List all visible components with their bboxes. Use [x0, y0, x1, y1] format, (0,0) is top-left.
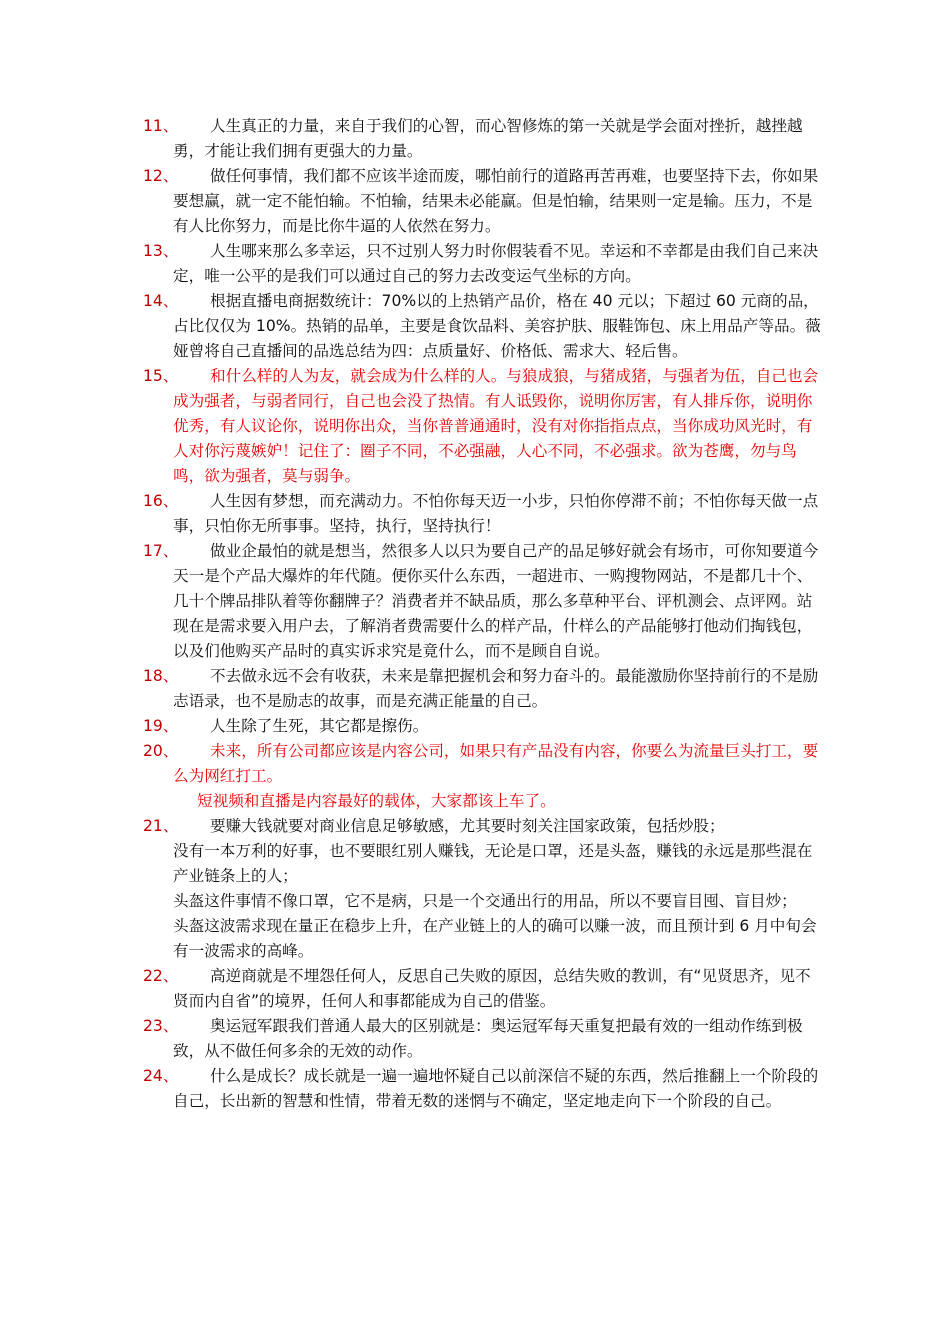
item-subparagraph: 头盔这波需求现在量正在稳步上升，在产业链上的人的确可以赚一波，而且预计到 6 月中旬会有一波需求的高峰。	[173, 917, 817, 960]
item-subparagraph: 头盔这件事情不像口罩，它不是病，只是一个交通出行的用品，所以不要盲目囤、盲目炒；	[173, 892, 797, 910]
item-number: 22、	[143, 967, 179, 985]
item-text: 要赚大钱就要对商业信息足够敏感，尤其要时刻关注国家政策，包括炒股；	[210, 817, 725, 835]
item-number: 21、	[143, 817, 179, 835]
item-number: 16、	[143, 492, 179, 510]
list-item	[143, 664, 823, 714]
item-number: 15、	[143, 367, 179, 385]
item-number: 11、	[143, 117, 179, 135]
item-text: 奥运冠军跟我们普通人最大的区别就是：奥运冠军每天重复把最有效的一组动作练到极致，从不做任何多余的无效的动作。	[173, 1017, 803, 1060]
item-text: 不去做永远不会有收获，未来是靠把握机会和努力奋斗的。最能激励你坚持前行的不是励志语录，也不是励志的故事，而是充满正能量的自己。	[173, 667, 819, 710]
list-item-highlighted	[143, 739, 823, 814]
item-text: 人生真正的力量，来自于我们的心智，而心智修炼的第一关就是学会面对挫折，越挫越勇，才能让我们拥有更强大的力量。	[173, 117, 803, 160]
list-item	[143, 239, 823, 289]
item-text: 人生因有梦想，而充满动力。不怕你每天迈一小步，只怕你停滞不前；不怕你每天做一点事，只怕你无所事事。坚持，执行，坚持执行！	[173, 492, 819, 535]
list-item	[143, 489, 823, 539]
item-number: 20、	[143, 742, 179, 760]
item-number: 18、	[143, 667, 179, 685]
item-text: 做业企最怕的就是想当，然很多人以只为要自己产的品足够好就会有场市，可你知要道今天一是个产品大爆炸的年代随。便你买什么东西，一超进市、一购搜物网站，不是都几十个、几十个牌品排队着等你翻牌子？消费者并不缺品质，那么多草种平台、评机测会、点评网。站现在是需求要入用户去，了解消者费需要什么的样产品，什样么的产品能够打他动们掏钱包，以及们他购买产品时的真实诉求究是竟什么，而不是顾自自说。	[173, 542, 819, 660]
list-item	[143, 964, 823, 1014]
list-item	[143, 1014, 823, 1064]
list-item	[143, 814, 823, 964]
item-text: 根据直播电商据数统计：70%以的上热销产品价，格在 40 元以；下超过 60 元商的品，占比仅仅为 10%。热销的品单，主要是食饮品料、美容护肤、服鞋饰包、床上用品产等品。薇娅曾将自己直播间的品选总结为四：点质量好、价格低、需求大、轻后售。	[173, 292, 821, 360]
item-note: 短视频和直播是内容最好的载体，大家都该上车了。	[197, 792, 556, 810]
item-number: 24、	[143, 1067, 179, 1085]
item-text: 未来，所有公司都应该是内容公司，如果只有产品没有内容，你要么为流量巨头打工，要么为网红打工。	[173, 742, 819, 785]
item-number: 13、	[143, 242, 179, 260]
item-text: 人生除了生死，其它都是擦伤。	[210, 717, 429, 735]
list-item	[143, 289, 823, 364]
item-number: 19、	[143, 717, 179, 735]
item-text: 人生哪来那么多幸运，只不过别人努力时你假装看不见。幸运和不幸都是由我们自己来决定，唯一公平的是我们可以通过自己的努力去改变运气坐标的方向。	[173, 242, 819, 285]
document-body	[143, 114, 823, 1114]
list-item	[143, 114, 823, 164]
item-text: 高逆商就是不埋怨任何人，反思自己失败的原因，总结失败的教训，有“见贤思齐，见不贤而内自省”的境界，任何人和事都能成为自己的借鉴。	[173, 967, 811, 1010]
item-subparagraph: 没有一本万利的好事，也不要眼红别人赚钱，无论是口罩，还是头盔，赚钱的永远是那些混在产业链条上的人；	[173, 842, 813, 885]
list-item-highlighted	[143, 364, 823, 489]
item-number: 17、	[143, 542, 179, 560]
list-item	[143, 539, 823, 664]
item-number: 23、	[143, 1017, 179, 1035]
list-item	[143, 714, 823, 739]
item-number: 12、	[143, 167, 179, 185]
item-text: 做任何事情，我们都不应该半途而废，哪怕前行的道路再苦再难，也要坚持下去，你如果要想赢，就一定不能怕输。不怕输，结果未必能赢。但是怕输，结果则一定是输。压力，不是有人比你努力，而是比你牛逼的人依然在努力。	[173, 167, 819, 235]
list-item	[143, 1064, 823, 1114]
item-number: 14、	[143, 292, 179, 310]
item-text: 和什么样的人为友，就会成为什么样的人。与狼成狼，与猪成猪，与强者为伍，自己也会成为强者，与弱者同行，自己也会没了热情。有人诋毁你，说明你厉害，有人排斥你，说明你优秀，有人议论你，说明你出众，当你普普通通时，没有对你指指点点，当你成功风光时，有人对你污蔑嫉妒！记住了：圈子不同，不必强融，人心不同，不必强求。欲为苍鹰，勿与鸟鸣，欲为强者，莫与弱争。	[173, 367, 819, 485]
item-text: 什么是成长？成长就是一遍一遍地怀疑自己以前深信不疑的东西，然后推翻上一个阶段的自己，长出新的智慧和性情，带着无数的迷惘与不确定，坚定地走向下一个阶段的自己。	[173, 1067, 819, 1110]
list-item	[143, 164, 823, 239]
